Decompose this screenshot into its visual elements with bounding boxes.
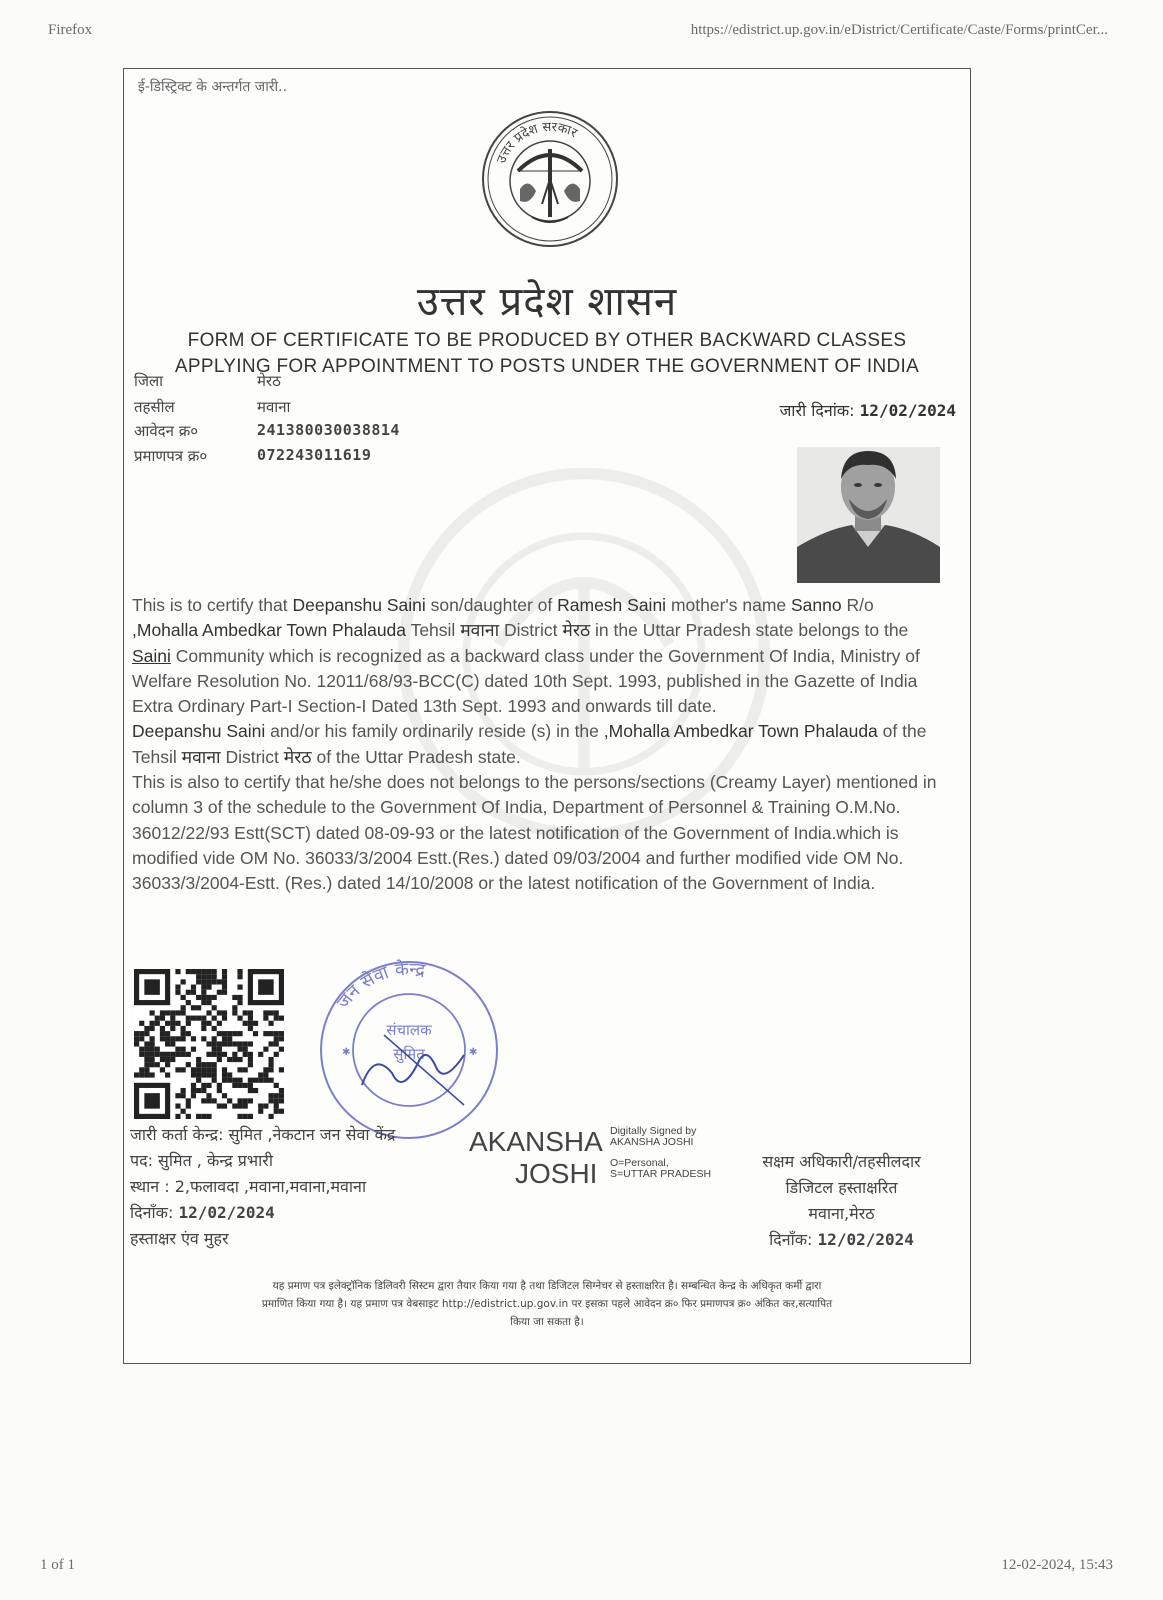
field-value: मेरठ [257, 372, 281, 390]
svg-text:जन सेवा केन्द्र [333, 958, 427, 1013]
field-value: मवाना [257, 398, 291, 416]
field-value: 241380030038814 [257, 421, 400, 439]
authority-title: सक्षम अधिकारी/तहसीलदार [762, 1152, 921, 1171]
stamp-inner-text: संचालक [386, 1021, 432, 1039]
stamp-outer-text: जन सेवा केन्द्र [332, 958, 427, 1013]
browser-name: Firefox [48, 22, 93, 38]
field-label: प्रमाणपत्र क्र० [134, 447, 208, 465]
government-title: उत्तर प्रदेश शासन [416, 279, 678, 325]
issuer-sign-label: हस्ताक्षर एंव मुहर [130, 1229, 229, 1248]
form-title-line1: FORM OF CERTIFICATE TO BE PRODUCED BY OTHER BACKWARD CLASSES [187, 330, 907, 351]
authority-signed: डिजिटल हस्ताक्षरित [785, 1178, 898, 1197]
tehsil-name: मवाना [460, 620, 500, 641]
authority-block [724, 1149, 959, 1253]
field-label: जिला [134, 372, 164, 390]
address: ,Mohalla Ambedkar Town Phalauda [132, 620, 407, 641]
mother-name: Sanno [791, 595, 842, 615]
footer-note: यह प्रमाण पत्र इलेक्ट्रॉनिक डिलिवरी सिस्टम द्वारा तैयार किया गया है तथा डिजिटल सिग्नेचर से हस्ताक्षरित है। सम्बन्धित केन्द्र के अधिकृत कर्मी द्वारा प्रमाणित किया गया है। यह प्रमाण पत्र वेबसाइट http://edistrict.up.gov.in पर इसका पहले आवेदन क्र० फिर प्रमाणपत्र क्र० अंकित कर,सत्यापित किया जा सकता है। [261, 1280, 833, 1328]
page-count: 1 of 1 [40, 1557, 75, 1573]
print-timestamp: 12-02-2024, 15:43 [1001, 1557, 1113, 1573]
field-label: आवेदन क्र० [134, 422, 199, 440]
page-url: https://edistrict.up.gov.in/eDistrict/Certificate/Caste/Forms/printCer... [690, 22, 1108, 38]
community-name: Saini [132, 645, 171, 666]
field-label: तहसील [134, 398, 175, 416]
issue-date-value: 12/02/2024 [859, 401, 956, 420]
issuer-block [130, 1122, 395, 1252]
certificate [123, 68, 971, 1364]
svg-text:उत्तर प्रदेश सरकार: उत्तर प्रदेश सरकार [494, 119, 580, 166]
stamp-center-text: सुमित [393, 1045, 425, 1063]
issuer-place: स्थान : 2,फलावदा ,मवाना,मवाना,मवाना [130, 1177, 367, 1196]
certificate-body [132, 593, 944, 897]
form-title-line2: APPLYING FOR APPOINTMENT TO POSTS UNDER THE GOVERNMENT OF INDIA [174, 356, 920, 377]
applicant-photo [797, 447, 940, 583]
authority-date: दिनाँक: 12/02/2024 [769, 1230, 914, 1249]
district-name: मेरठ [562, 620, 591, 641]
father-name: Ramesh Saini [557, 595, 667, 615]
svg-text:✱: ✱ [342, 1047, 351, 1058]
signature-details-bottom: O=Personal, S=UTTAR PRADESH [610, 1157, 712, 1180]
digital-signature [469, 1124, 739, 1194]
issued-under-text: ई-डिस्ट्रिक्ट के अन्तर्गत जारी.. [138, 79, 288, 95]
svg-text:✱: ✱ [469, 1047, 478, 1058]
body-paragraph-1: This is to certify that Deepanshu Saini son/daughter of Ramesh Saini mother's name Sanno R/o ,Mohalla Ambedkar Town Phalauda Tehsil मवाना District मेरठ in the Uttar Pradesh state belongs to the Saini Community which is recognized as a backward class under the Government Of India, Ministry of Welfare Resolution No. 12011/68/93-BCC(C) dated 10th Sept. 1993, published in the Gazette of India Extra Ordinary Part-I Section-I Dated 13th Sept. 1993 and onwards till date. [132, 595, 920, 717]
issuer-post: पद: सुमित , केन्द्र प्रभारी [130, 1151, 273, 1170]
issuer-date: दिनाँक: 12/02/2024 [130, 1203, 275, 1222]
field-value: 072243011619 [257, 446, 372, 464]
body-paragraph-3: This is also to certify that he/she does not belongs to the persons/sections (Creamy Layer) mentioned in column 3 of the schedule to the Government Of India, Department of Personnel & Training O.M.No. 36012/22/93 Estt(SCT) dated 08-09-93 or the latest notification of the Government of India.which is modified vide OM No. 36033/3/2004 Estt.(Res.) dated 09/03/2004 and further modified vide OM No. 36033/3/2004-Estt. (Res.) dated 14/10/2008 or the latest notification of the Government of India. [132, 772, 937, 894]
applicant-name: Deepanshu Saini [292, 595, 426, 615]
body-paragraph-2: Deepanshu Saini and/or his family ordinarily reside (s) in the ,Mohalla Ambedkar Town Phalauda of the Tehsil मवाना District मेरठ of the Uttar Pradesh state. [132, 721, 927, 767]
issuer-center: जारी कर्ता केन्द्र: सुमित ,नेकटान जन सेवा केंद्र [130, 1125, 396, 1144]
verification-qr-code[interactable] [134, 969, 284, 1119]
authority-place: मवाना,मेरठ [808, 1204, 875, 1223]
signer-name-last: JOSHI [515, 1158, 598, 1189]
signature-details-top: Digitally Signed by AKANSHA JOSHI [610, 1125, 697, 1148]
signer-name-first: AKANSHA [469, 1126, 603, 1157]
seva-kendra-stamp [314, 955, 504, 1145]
issue-date-label: जारी दिनांक: [779, 401, 855, 420]
issue-date [779, 399, 956, 421]
up-government-emblem-icon [480, 109, 620, 249]
